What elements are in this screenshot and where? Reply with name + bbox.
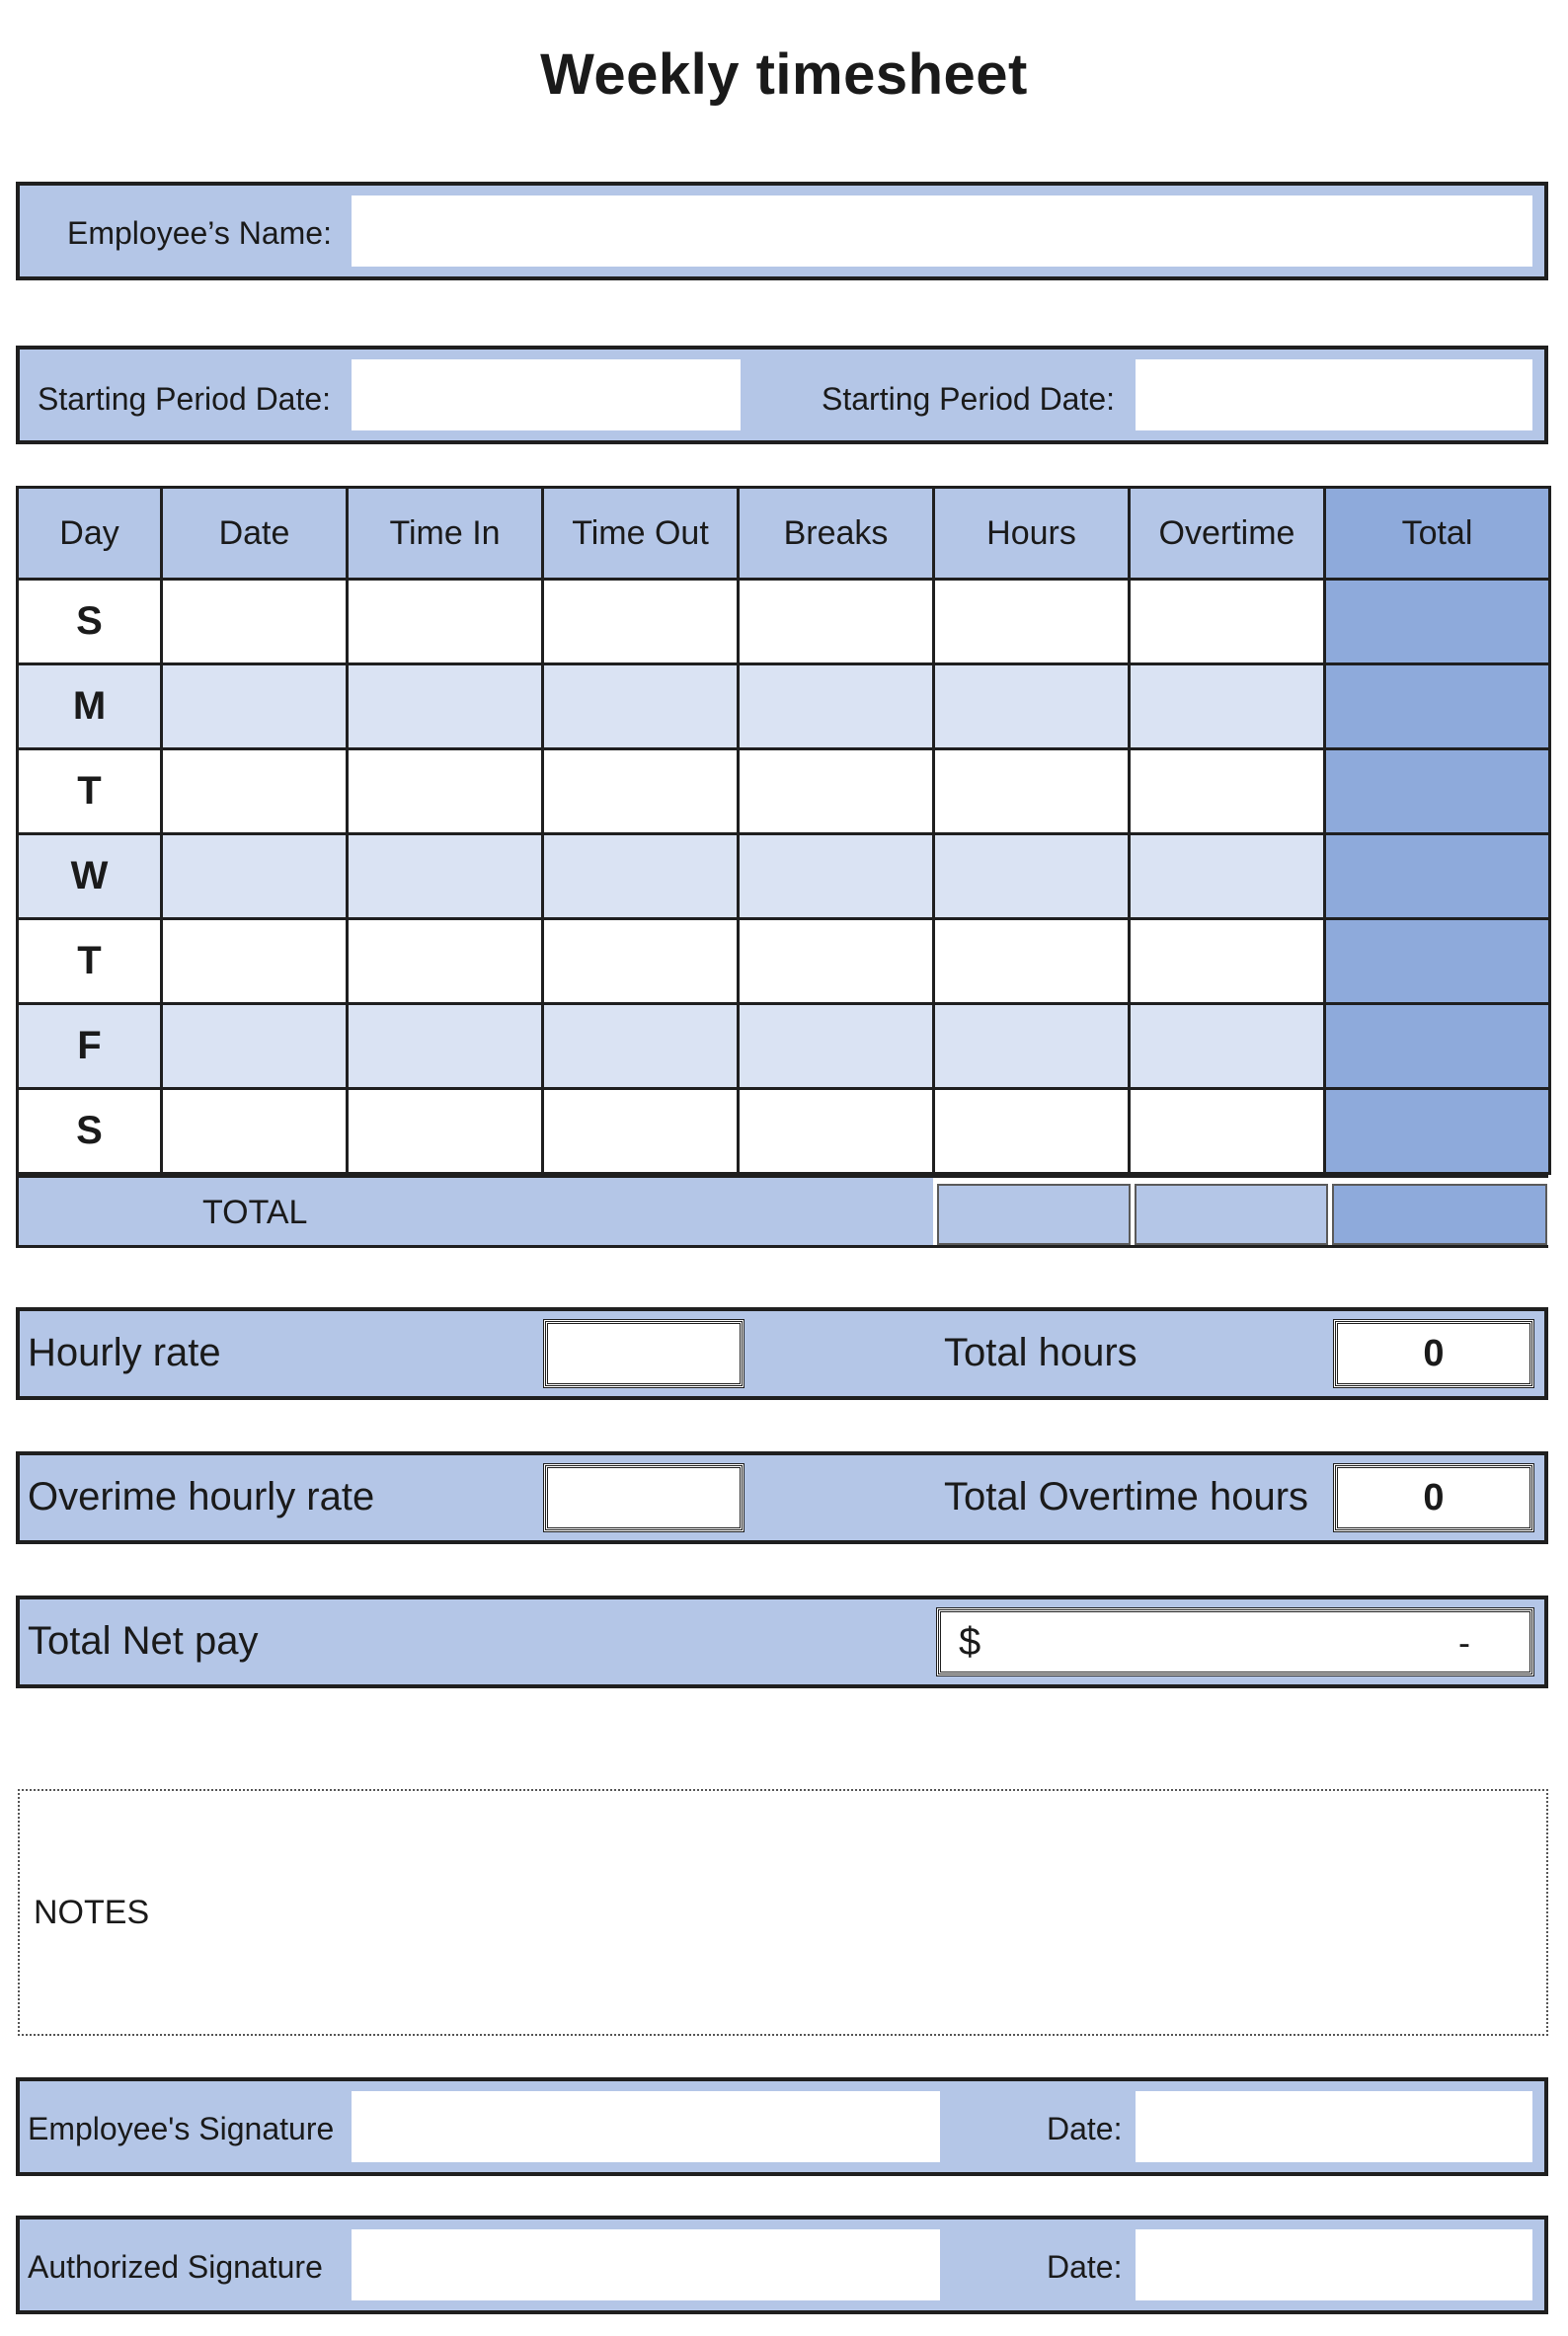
time-in-cell[interactable] (348, 749, 543, 834)
hours-cell[interactable] (934, 1089, 1130, 1174)
hours-cell[interactable] (934, 834, 1130, 919)
day-cell: T (18, 749, 162, 834)
net-pay-label: Total Net pay (28, 1619, 259, 1663)
hourly-rate-field[interactable] (545, 1321, 743, 1386)
header-total: Total (1325, 488, 1550, 580)
employee-signature-section (16, 2077, 1548, 2176)
day-cell: T (18, 919, 162, 1004)
day-cell: W (18, 834, 162, 919)
total-cell (1325, 1089, 1550, 1174)
time-in-cell[interactable] (348, 1089, 543, 1174)
total-row-label: TOTAL (202, 1194, 308, 1231)
date-cell[interactable] (162, 1089, 348, 1174)
overtime-rate-section (16, 1451, 1548, 1544)
breaks-cell[interactable] (739, 834, 934, 919)
hours-cell[interactable] (934, 749, 1130, 834)
date-cell[interactable] (162, 749, 348, 834)
header-date: Date (162, 488, 348, 580)
employee-name-field[interactable] (352, 195, 1532, 267)
total-cell (1325, 580, 1550, 664)
total-overtime-cell (1135, 1184, 1328, 1245)
end-period-field[interactable] (1136, 359, 1532, 430)
date-cell[interactable] (162, 580, 348, 664)
hours-cell[interactable] (934, 919, 1130, 1004)
total-cell (1325, 664, 1550, 749)
table-row (18, 580, 1550, 664)
employee-date-label: Date: (1047, 2111, 1123, 2146)
total-hours-cell (937, 1184, 1131, 1245)
table-row (18, 664, 1550, 749)
time-in-cell[interactable] (348, 919, 543, 1004)
total-row (16, 1175, 1548, 1248)
total-cell (1325, 749, 1550, 834)
time-out-cell[interactable] (543, 919, 739, 1004)
day-cell: M (18, 664, 162, 749)
authorized-date-label: Date: (1047, 2249, 1123, 2285)
net-pay-value: - (1458, 1622, 1470, 1663)
header-time-in: Time In (348, 488, 543, 580)
total-cell (1325, 834, 1550, 919)
table-row (18, 1004, 1550, 1089)
overtime-cell[interactable] (1130, 1089, 1325, 1174)
overtime-cell[interactable] (1130, 834, 1325, 919)
authorized-signature-label: Authorized Signature (28, 2249, 323, 2285)
overtime-cell[interactable] (1130, 919, 1325, 1004)
time-in-cell[interactable] (348, 580, 543, 664)
net-pay-section (16, 1596, 1548, 1688)
total-hours-value: 0 (1335, 1321, 1532, 1386)
authorized-date-field[interactable] (1136, 2229, 1532, 2300)
employee-signature-field[interactable] (352, 2091, 940, 2162)
period-section (16, 346, 1548, 444)
page-title: Weekly timesheet (540, 42, 1028, 107)
time-out-cell[interactable] (543, 664, 739, 749)
notes-area[interactable] (18, 1789, 1548, 2036)
header-time-out: Time Out (543, 488, 739, 580)
overtime-cell[interactable] (1130, 664, 1325, 749)
employee-date-field[interactable] (1136, 2091, 1532, 2162)
breaks-cell[interactable] (739, 664, 934, 749)
overtime-rate-field[interactable] (545, 1465, 743, 1530)
day-cell: F (18, 1004, 162, 1089)
employee-name-section (16, 182, 1548, 280)
header-day: Day (18, 488, 162, 580)
overtime-cell[interactable] (1130, 580, 1325, 664)
date-cell[interactable] (162, 1004, 348, 1089)
end-period-label: Starting Period Date: (822, 381, 1116, 417)
total-cell (1325, 1004, 1550, 1089)
table-header-row (18, 488, 1550, 580)
breaks-cell[interactable] (739, 1089, 934, 1174)
day-cell: S (18, 1089, 162, 1174)
table-row (18, 749, 1550, 834)
breaks-cell[interactable] (739, 1004, 934, 1089)
breaks-cell[interactable] (739, 919, 934, 1004)
header-overtime: Overtime (1130, 488, 1325, 580)
authorized-signature-field[interactable] (352, 2229, 940, 2300)
day-cell: S (18, 580, 162, 664)
hourly-rate-label: Hourly rate (28, 1331, 221, 1374)
table-row (18, 919, 1550, 1004)
time-out-cell[interactable] (543, 1004, 739, 1089)
overtime-cell[interactable] (1130, 1004, 1325, 1089)
hourly-rate-section (16, 1307, 1548, 1400)
net-pay-field (938, 1609, 1532, 1674)
time-in-cell[interactable] (348, 1004, 543, 1089)
time-out-cell[interactable] (543, 834, 739, 919)
employee-signature-label: Employee's Signature (28, 2111, 335, 2146)
table-row (18, 834, 1550, 919)
hours-cell[interactable] (934, 664, 1130, 749)
time-out-cell[interactable] (543, 580, 739, 664)
time-out-cell[interactable] (543, 749, 739, 834)
header-breaks: Breaks (739, 488, 934, 580)
date-cell[interactable] (162, 664, 348, 749)
grand-total-cell (1332, 1184, 1547, 1245)
notes-label: NOTES (34, 1894, 150, 1931)
overtime-rate-label: Overime hourly rate (28, 1475, 375, 1518)
currency-symbol: $ (959, 1620, 981, 1664)
timesheet-table (16, 486, 1551, 1175)
employee-name-label: Employee’s Name: (67, 215, 332, 251)
start-period-label: Starting Period Date: (38, 381, 332, 417)
start-period-field[interactable] (352, 359, 741, 430)
time-out-cell[interactable] (543, 1089, 739, 1174)
total-cell (1325, 919, 1550, 1004)
date-cell[interactable] (162, 919, 348, 1004)
total-overtime-label: Total Overtime hours (944, 1475, 1309, 1518)
table-row (18, 1089, 1550, 1174)
hours-cell[interactable] (934, 580, 1130, 664)
time-in-cell[interactable] (348, 834, 543, 919)
total-overtime-value: 0 (1335, 1465, 1532, 1530)
overtime-cell[interactable] (1130, 749, 1325, 834)
date-cell[interactable] (162, 834, 348, 919)
breaks-cell[interactable] (739, 749, 934, 834)
header-hours: Hours (934, 488, 1130, 580)
hours-cell[interactable] (934, 1004, 1130, 1089)
authorized-signature-section (16, 2216, 1548, 2314)
total-hours-label: Total hours (944, 1331, 1137, 1374)
time-in-cell[interactable] (348, 664, 543, 749)
breaks-cell[interactable] (739, 580, 934, 664)
